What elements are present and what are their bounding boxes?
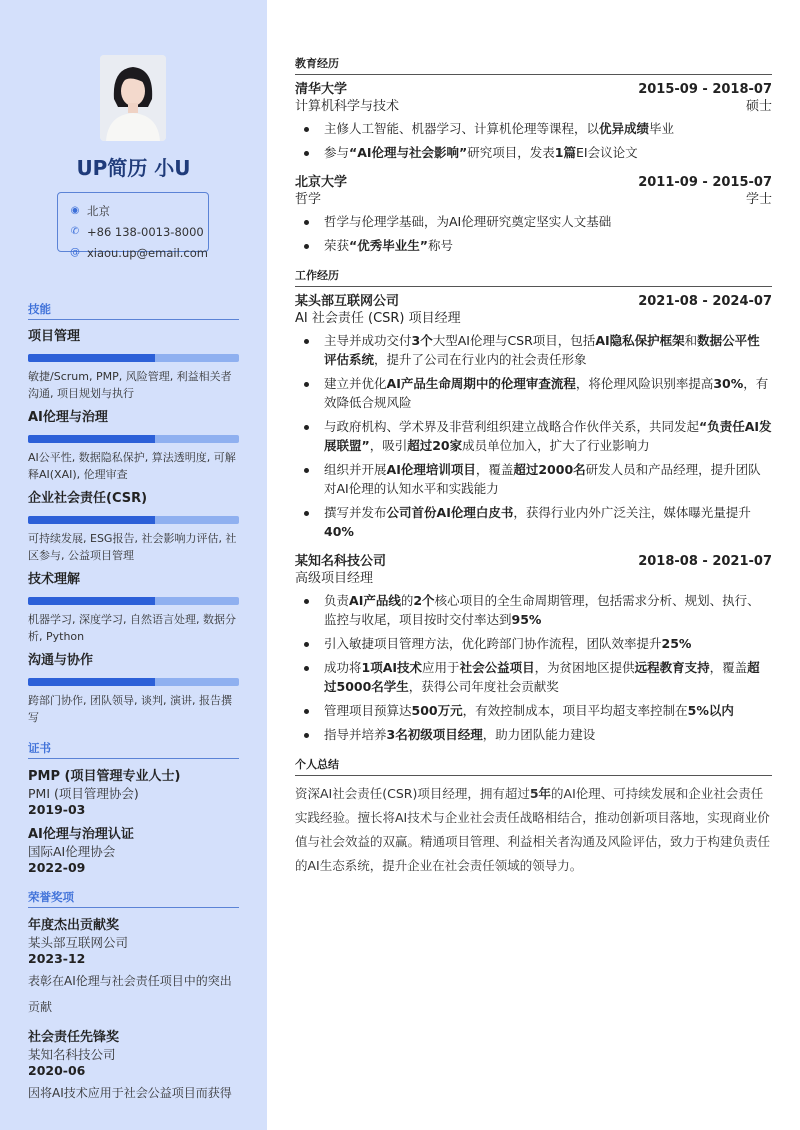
skill-level-fill <box>28 516 155 524</box>
bold-text: AI隐私保护框架 <box>595 333 685 348</box>
bold-text: 公司首份AI伦理白皮书 <box>386 505 514 520</box>
bullet-item <box>295 212 772 231</box>
text: 荣获 <box>324 238 350 253</box>
skill-name: 项目管理 <box>28 329 81 344</box>
skill-level-bar <box>28 516 239 524</box>
work-bullets <box>295 331 772 541</box>
main-content <box>295 55 772 886</box>
section-title-work: 工作经历 <box>295 267 772 287</box>
text: 主导并成功交付 <box>324 333 412 348</box>
major: 哲学 <box>295 192 322 207</box>
bullet-item <box>295 143 772 162</box>
bullet-item <box>295 119 772 138</box>
bold-text: AI产品线 <box>349 593 401 608</box>
text: 应用于 <box>422 660 460 675</box>
bullet-item <box>295 374 772 412</box>
text: ，有效降低合规风险 <box>324 376 769 410</box>
section-title-summary: 个人总结 <box>295 756 772 776</box>
award-description: 表彰在AI伦理与社会责任项目中的突出贡献 <box>28 974 232 1014</box>
degree: 硕士 <box>745 99 772 114</box>
text: 撰写并发布 <box>324 505 387 520</box>
work-header <box>295 553 772 570</box>
work-section <box>295 267 772 744</box>
education-date: 2011-09 - 2015-07 <box>638 175 772 190</box>
skill-level-fill <box>28 435 155 443</box>
bold-text: “AI伦理与社会影响” <box>349 145 468 160</box>
text: 毕业 <box>649 121 675 136</box>
certificate-item <box>28 765 239 817</box>
bullet-item <box>295 701 772 720</box>
education-entry <box>295 174 772 255</box>
education-section <box>295 55 772 255</box>
certificate-item <box>28 823 239 875</box>
bullet-item <box>295 725 772 744</box>
degree: 学士 <box>745 192 772 207</box>
company-name: 某知名科技公司 <box>295 554 387 569</box>
bold-text: 超过2000名 <box>513 462 586 477</box>
award-issuer: 某知名科技公司 <box>28 1047 116 1062</box>
text: 研究项目，发表 <box>467 145 555 160</box>
bullet-item <box>295 591 772 629</box>
text: 引入敏捷项目管理方法，优化跨部门协作流程，团队效率提升 <box>324 636 662 651</box>
job-title: AI 社会责任 (CSR) 项目经理 <box>295 311 461 326</box>
bold-text: 社会公益项目 <box>459 660 535 675</box>
award-name: 年度杰出贡献奖 <box>28 918 120 933</box>
school-name: 清华大学 <box>295 82 348 97</box>
skill-level-bar <box>28 597 239 605</box>
text: 参与 <box>324 145 350 160</box>
email: xiaou.up@email.com <box>86 245 208 260</box>
text: 的 <box>400 593 414 608</box>
bullet-item <box>295 417 772 455</box>
skill-level-bar <box>28 678 239 686</box>
text: 组织并开展 <box>324 462 387 477</box>
text: 的AI伦理、可持续发展和企业社会责任实践经验。擅长将AI技术与企业社会责任战略相结合，推动创新项目落地，实现商业价值与社会效益的双赢。精通项目管理、利益相关者沟通及风险评估，致力于构建负责任的AI生态系统，提升企业在社会责任领域的领导力。 <box>295 786 771 873</box>
phone: +86 138-0013-8000 <box>87 224 204 239</box>
award-issuer: 某头部互联网公司 <box>28 935 129 950</box>
skill-name: AI伦理与治理 <box>28 410 108 425</box>
skill-description: AI公平性, 数据隐私保护, 算法透明度, 可解释AI(XAI), 伦理审查 <box>28 451 236 481</box>
text: ，获得公司年度社会贡献奖 <box>408 679 559 694</box>
education-bullets <box>295 212 772 255</box>
bold-text: AI伦理培训项目 <box>386 462 476 477</box>
bold-text: 超过20家 <box>407 438 463 453</box>
certificate-issuer: PMI (项目管理协会) <box>28 786 139 801</box>
text: 成员单位加入，扩大了行业影响力 <box>462 438 650 453</box>
text: ，助力团队能力建设 <box>482 727 596 742</box>
section-title-certificates: 证书 <box>28 740 239 759</box>
phone-icon: ✆ <box>70 226 80 237</box>
summary-section <box>295 756 772 878</box>
skill-name: 沟通与协作 <box>28 653 94 668</box>
text: 大型AI伦理与CSR项目，包括 <box>432 333 596 348</box>
text: 主修人工智能、机器学习、计算机伦理等课程，以 <box>324 121 600 136</box>
bold-text: 95% <box>511 612 542 627</box>
bold-text: 数据公平性评估系统 <box>324 333 760 367</box>
work-subheader <box>295 310 772 327</box>
bold-text: 超过5000名学生 <box>324 660 760 694</box>
location-icon: ◉ <box>70 205 80 216</box>
work-date: 2021-08 - 2024-07 <box>638 294 772 309</box>
company-name: 某头部互联网公司 <box>295 294 400 309</box>
skill-description: 可持续发展, ESG报告, 社会影响力评估, 社区参与, 公益项目管理 <box>28 532 237 562</box>
text: ，吸引 <box>369 438 408 453</box>
job-title: 高级项目经理 <box>295 571 374 586</box>
text: 哲学与伦理学基础，为AI伦理研究奠定坚实人文基础 <box>324 214 612 229</box>
skill-description: 机器学习, 深度学习, 自然语言处理, 数据分析, Python <box>28 613 236 643</box>
text: ，覆盖 <box>475 462 514 477</box>
text: 研发人员和产品经理，提升团队对AI伦理的认知水平和实践能力 <box>324 462 761 496</box>
text: 建立并优化 <box>324 376 387 391</box>
bold-text: 25% <box>661 636 692 651</box>
section-title-skills: 技能 <box>28 301 239 320</box>
sidebar-sections <box>28 293 239 1108</box>
skill-level-fill <box>28 678 155 686</box>
award-description: 因将AI技术应用于社会公益项目而获得 <box>28 1086 232 1100</box>
section-title-education: 教育经历 <box>295 55 772 75</box>
text: 资深AI社会责任(CSR)项目经理，拥有超过 <box>295 786 530 801</box>
section-title-awards: 荣誉奖项 <box>28 889 239 908</box>
bold-text: 5年 <box>529 786 552 801</box>
bullet-item <box>295 658 772 696</box>
skill-name: 技术理解 <box>28 572 81 587</box>
bold-text: 1项AI技术 <box>361 660 423 675</box>
bold-text: 30% <box>713 376 744 391</box>
skill-level-fill <box>28 597 155 605</box>
bold-text: AI产品生命周期中的伦理审查流程 <box>386 376 576 391</box>
award-name: 社会责任先锋奖 <box>28 1030 120 1045</box>
text: ，将伦理风险识别率提高 <box>575 376 714 391</box>
email-icon: @ <box>69 247 80 258</box>
work-entry <box>295 293 772 541</box>
bullet-item <box>295 236 772 255</box>
certificate-date: 2022-09 <box>28 860 86 875</box>
work-entry <box>295 553 772 744</box>
skill-level-bar <box>28 354 239 362</box>
work-date: 2018-08 - 2021-07 <box>638 554 772 569</box>
major: 计算机科学与技术 <box>295 99 400 114</box>
education-header <box>295 81 772 98</box>
text: ，提升了公司在行业内的社会责任形象 <box>374 352 587 367</box>
certificate-name: PMP (项目管理专业人士) <box>28 769 181 784</box>
bullet-item <box>295 503 772 541</box>
award-item <box>28 914 239 1020</box>
education-subheader <box>295 191 772 208</box>
education-entry <box>295 81 772 162</box>
education-header <box>295 174 772 191</box>
certificate-name: AI伦理与治理认证 <box>28 827 134 842</box>
school-name: 北京大学 <box>295 175 348 190</box>
award-item <box>28 1026 239 1106</box>
text: EI会议论文 <box>576 145 638 160</box>
text: ，为贫困地区提供 <box>534 660 635 675</box>
contact-box <box>57 192 209 260</box>
bold-text: 5%以内 <box>687 703 734 718</box>
skill-level-fill <box>28 354 155 362</box>
bullet-item <box>295 331 772 369</box>
text: 和 <box>684 333 698 348</box>
text: 核心项目的全生命周期管理，包括需求分析、规划、执行、监控与收尾，项目按时交付率达到 <box>324 593 760 627</box>
bold-text: 优异成绩 <box>599 121 650 136</box>
skill-description: 跨部门协作, 团队领导, 谈判, 演讲, 报告撰写 <box>28 694 232 724</box>
skill-level-bar <box>28 435 239 443</box>
profile-photo <box>100 55 166 141</box>
work-header <box>295 293 772 310</box>
bold-text: “负责任AI发展联盟” <box>324 419 772 453</box>
certificate-issuer: 国际AI伦理协会 <box>28 844 116 859</box>
education-date: 2015-09 - 2018-07 <box>638 82 772 97</box>
bold-text: “优秀毕业生” <box>349 238 428 253</box>
certificate-date: 2019-03 <box>28 802 86 817</box>
location: 北京 <box>87 203 110 218</box>
work-bullets <box>295 591 772 744</box>
skill-name: 企业社会责任(CSR) <box>28 491 148 506</box>
summary-text <box>295 782 772 878</box>
text: ，获得行业内外广泛关注，媒体曝光量提升 <box>513 505 751 520</box>
bold-text: 40% <box>324 524 354 539</box>
award-date: 2020-06 <box>28 1063 86 1078</box>
text: 管理项目预算达 <box>324 703 412 718</box>
bullet-item <box>295 634 772 653</box>
work-subheader <box>295 570 772 587</box>
text: ，有效控制成本，项目平均超支率控制在 <box>462 703 688 718</box>
text: ，覆盖 <box>709 660 748 675</box>
text: 负责 <box>324 593 350 608</box>
text: 称号 <box>427 238 453 253</box>
candidate-name: UP简历 小U <box>76 156 191 180</box>
bold-text: 1篇 <box>554 145 576 160</box>
bold-text: 2个 <box>413 593 435 608</box>
bullet-item <box>295 460 772 498</box>
text: 成功将 <box>324 660 362 675</box>
text: 与政府机构、学术界及非营利组织建立战略合作伙伴关系，共同发起 <box>324 419 700 434</box>
bold-text: 500万元 <box>411 703 463 718</box>
text: 指导并培养 <box>324 727 387 742</box>
bold-text: 3名初级项目经理 <box>386 727 483 742</box>
education-bullets <box>295 119 772 162</box>
award-date: 2023-12 <box>28 951 86 966</box>
sidebar <box>0 0 267 1130</box>
bold-text: 远程教育支持 <box>634 660 710 675</box>
skill-description: 敏捷/Scrum, PMP, 风险管理, 利益相关者沟通, 项目规划与执行 <box>28 370 232 400</box>
bold-text: 3个 <box>411 333 433 348</box>
education-subheader <box>295 98 772 115</box>
